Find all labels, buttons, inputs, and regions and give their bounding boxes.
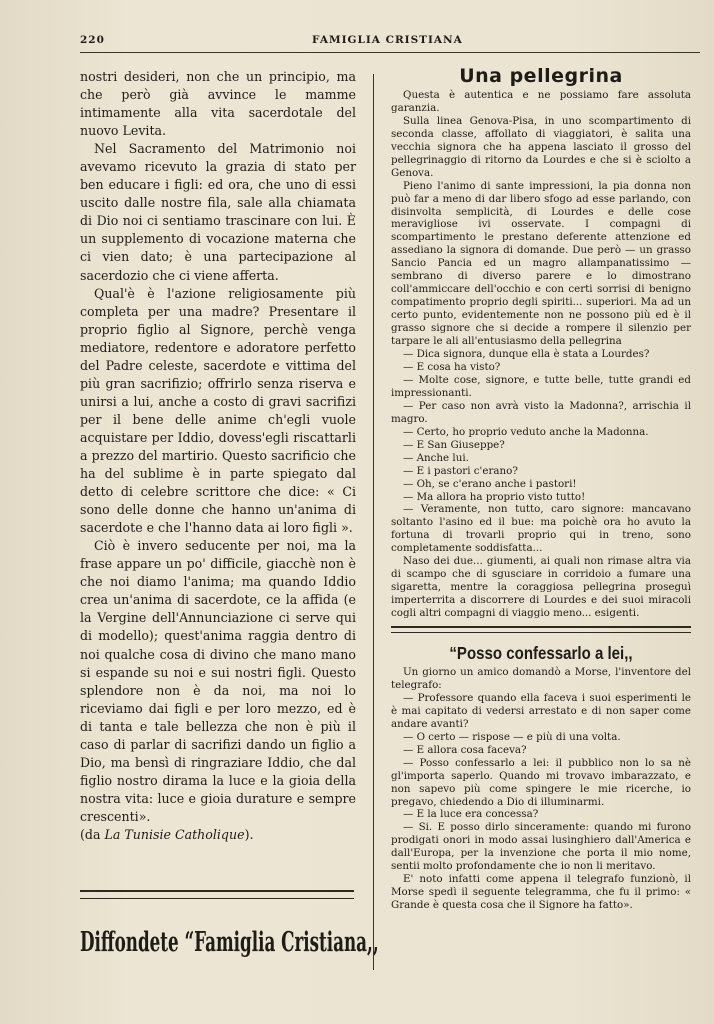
article-separator	[391, 626, 691, 633]
paragraph: Questa è autentica e ne possiamo fare assoluta garanzia.	[391, 88, 691, 114]
promo-banner: Diffondete “Famiglia Cristiana,,	[80, 927, 379, 958]
article-pellegrina	[391, 65, 691, 620]
dialogue-line: — Dica signora, dunque ella è stata a Lourdes?	[403, 348, 650, 361]
article-title: “Posso confessarlo a lei,,	[449, 643, 633, 664]
header-rule	[80, 52, 700, 53]
dialogue-line: — Per caso non avrà visto la Madonna?, arrischia il magro.	[391, 399, 691, 425]
article-morse	[391, 643, 691, 912]
paragraph: Naso dei due... giumenti, ai quali non rimase altra via di scampo che di sgusciare in corridoio a fumare una sigaretta, mentre la coraggiosa pellegrina proseguì imperterrita a discorrere di Lourdes e dei suoi miracoli cogli altri compagni di viaggio meno... esigenti.	[391, 555, 691, 620]
column-divider	[373, 74, 374, 970]
dialogue-line: — O certo — rispose — e più di una volta.	[403, 730, 621, 743]
paragraph: Ciò è invero seducente per noi, ma la frase appare un po' difficile, giacchè non è che noi diamo l'anima; ma quando Iddio crea un'anima di sacerdote, ce la affida (e la Vergine dell'Annunciazione ci serve qui di modello); quest'anima raggia dentro di noi qualche cosa di divino che mano mano si espande su noi e sui nostri figli. Questo splendore non è da noi, ma noi lo riceviamo dai figli e per loro mezzo, ed è di tanta e tale bellezza che non è più il caso di parlar di sacrifizi dando un figlio a Dio, ma bensì di ringraziare Iddio, che dal figlio nostro dirama la luce e la gioia della nostra vita: luce e gioia durature e sempre crescenti».	[80, 538, 356, 824]
page-number: 220	[80, 34, 105, 46]
dialogue-line: — E i pastori c'erano?	[403, 464, 518, 477]
paragraph: Sulla linea Genova-Pisa, in uno scompartimento di seconda classe, affollato di viaggiatori, è salita una vecchia signora che ha appena lasciato il grosso del pellegrinaggio di ritorno da Lourdes e che si è sciolto a Genova.	[391, 114, 691, 179]
source-title: La Tunisie Catholique	[104, 826, 245, 842]
article-title: Una pellegrina	[459, 65, 623, 87]
paragraph: E' noto infatti come appena il telegrafo funzionò, il Morse spedì il seguente telegramma, che fu il primo: « Grande è questa cosa che il Signore ha fatto».	[391, 873, 691, 912]
paragraph: nostri desideri, non che un principio, ma che però già avvince le mamme intimamente alla vita sacerdotale del nuovo Levita.	[80, 69, 356, 139]
dialogue-line: — Certo, ho proprio veduto anche la Madonna.	[403, 425, 649, 438]
source-prefix: (da	[80, 826, 105, 842]
dialogue-line: — Anche lui.	[403, 451, 469, 464]
left-column-article	[80, 68, 356, 844]
paragraph: Nel Sacramento del Matrimonio noi avevamo ricevuto la grazia di stato per ben educare i figli: ed ora, che uno di essi uscito dalle nostre fila, sale alla chiamata di Dio noi ci sentiamo trascinare con lui. È un supplemento di vocazione materna che ci vien dato; è una partecipazione al sacerdozio che ci viene afferta.	[80, 141, 356, 283]
source-suffix: ).	[244, 826, 254, 842]
dialogue-line: — E allora cosa faceva?	[403, 743, 527, 756]
dialogue-line: — Molte cose, signore, e tutte belle, tutte grandi ed impressionanti.	[391, 373, 691, 399]
dialogue-line: — Oh, se c'erano anche i pastori!	[403, 477, 577, 490]
dialogue-line: — E la luce era concessa?	[403, 808, 539, 821]
promo-rule	[80, 890, 354, 899]
dialogue-line: — E San Giuseppe?	[403, 438, 505, 451]
paragraph: Pieno l'animo di sante impressioni, la pia donna non può far a meno di dar libero sfogo ad esse parlando, con disinvolta semplicità, di Lourdes e delle cose meravigliose ivi osservate. I compagni di scompartimento le prestano deferente attenzione ed assediano la signora di domande. Due però — un grasso Sancio Pancia ed un magro allampanatissimo — sembrano di diverso parere e lo dimostrano coll'ammiccare dell'occhio e con certi sorrisi di benigno compatimento proprio degli spiriti... superiori. Ma ad un certo punto, evidentemente non ne possono più ed è il grasso signore che si decide a rompere il silenzio per tarpare le ali all'entusiasmo della pellegrina	[391, 179, 691, 348]
dialogue-line: — Si. E posso dirlo sinceramente: quando mi furono prodigati onori in modo assai lusinghiero dall'America e dall'Europa, per la invenzione che porta il mio nome, sentii molto profondamente che io non li meritavo.	[391, 821, 691, 873]
dialogue-line: — Professore quando ella faceva i suoi esperimenti le è mai capitato di vedersi arrestato e di non saper come andare avanti?	[391, 691, 691, 730]
page-header	[80, 30, 674, 50]
paragraph: Qual'è è l'azione religiosamente più completa per una madre? Presentare il proprio figlio al Signore, perchè venga mediatore, redentore e adoratore perfetto del Padre celeste, sacerdote e vittima del più gran sacrifizio; offrirlo senza riserva e unirsi a lui, anche a costo di gravi sacrifizi per il bene delle anime ch'egli vuole acquistare per Iddio, dovess'egli riscattarli a prezzo del martirio. Questo sacrificio che ha del sublime è in parte spiegato dal detto di celebre scrittore che dice: « Ci sono delle donne che hanno un'anima di sacerdote e che l'hanno data ai loro figli ».	[80, 285, 356, 536]
paragraph: Un giorno un amico domandò a Morse, l'inventore del telegrafo:	[391, 665, 691, 691]
running-title: FAMIGLIA CRISTIANA	[312, 34, 463, 46]
dialogue-line: — Posso confessarlo a lei: il pubblico non lo sa nè gl'importa saperlo. Quando mi trovavo imbarazzato, e non sapevo più come spingere le mie ricerche, io pregavo, chiedendo a Dio di illuminarmi.	[391, 756, 691, 808]
source-citation	[80, 826, 356, 844]
dialogue-line: — Ma allora ha proprio visto tutto!	[403, 490, 586, 503]
dialogue-line: — E cosa ha visto?	[403, 360, 501, 373]
dialogue-line: — Veramente, non tutto, caro signore: mancavano soltanto l'asino ed il bue: ma poichè ora ho avuto la fortuna di trovarli proprio qui in treno, sono completamente soddisfatta...	[391, 503, 691, 555]
right-column	[391, 65, 691, 912]
